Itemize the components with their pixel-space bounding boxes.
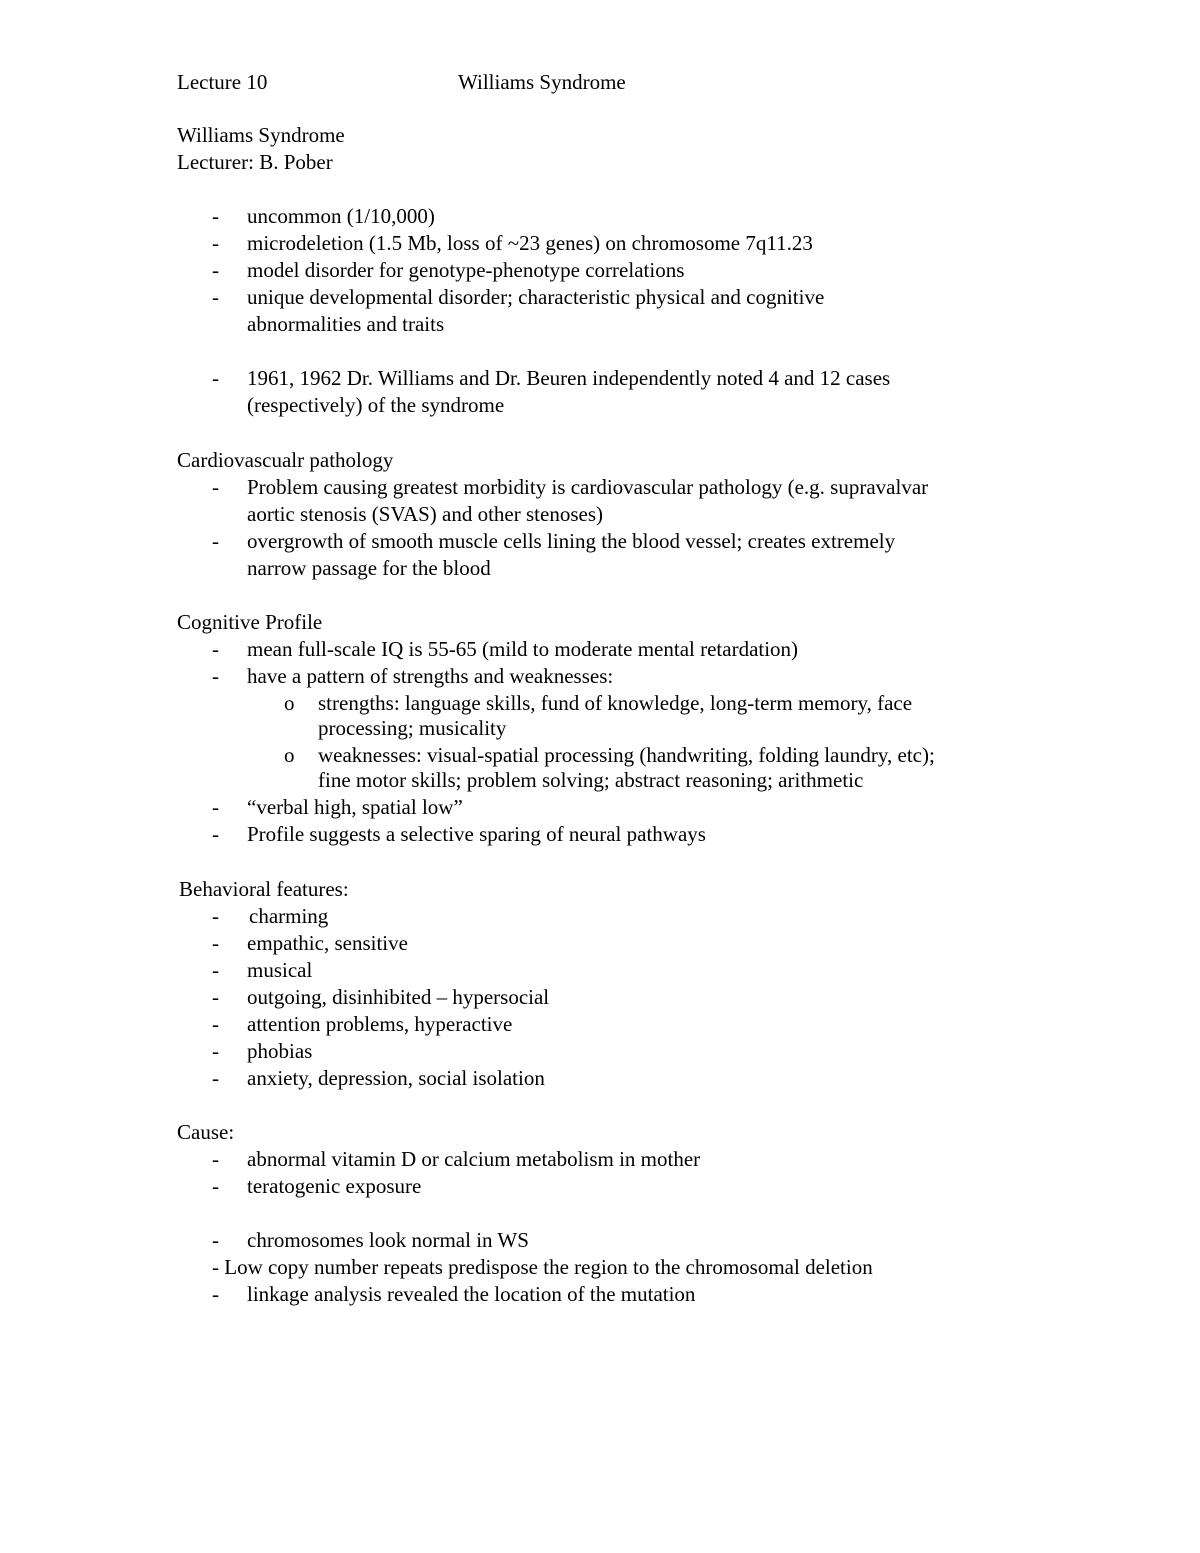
list-item-continuation: abnormalities and traits: [247, 312, 445, 336]
dash-bullet: -: [212, 931, 219, 955]
dash-bullet: -: [212, 366, 219, 390]
list-item-text: abnormal vitamin D or calcium metabolism in mother: [247, 1147, 701, 1171]
dash-bullet: -: [212, 1066, 219, 1090]
dash-bullet: -: [212, 204, 219, 228]
list-item-text: Profile suggests a selective sparing of neural pathways: [247, 822, 706, 846]
list-item-continuation: processing; musicality: [318, 716, 507, 740]
list-item-text: strengths: language skills, fund of knowledge, long-term memory, face: [318, 691, 913, 715]
intro-title: Williams Syndrome: [177, 123, 345, 147]
dash-bullet: -: [212, 904, 219, 928]
list-item-text: weaknesses: visual-spatial processing (handwriting, folding laundry, etc);: [318, 743, 935, 767]
dash-bullet: -: [212, 231, 219, 255]
list-item-text: Problem causing greatest morbidity is cardiovascular pathology (e.g. supravalvar: [247, 475, 929, 499]
list-item-text: “verbal high, spatial low”: [247, 795, 463, 819]
dash-bullet: -: [212, 795, 219, 819]
intro-lecturer: Lecturer: B. Pober: [177, 150, 333, 174]
list-item-text: model disorder for genotype-phenotype correlations: [247, 258, 685, 282]
dash-bullet: -: [212, 958, 219, 982]
dash-bullet: -: [212, 1282, 219, 1306]
dash-bullet: -: [212, 1039, 219, 1063]
dash-bullet: -: [212, 1174, 219, 1198]
dash-bullet: -: [212, 475, 219, 499]
list-item-text: empathic, sensitive: [247, 931, 408, 955]
list-item-continuation: fine motor skills; problem solving; abstract reasoning; arithmetic: [318, 768, 864, 792]
list-item-text: teratogenic exposure: [247, 1174, 422, 1198]
list-item-continuation: (respectively) of the syndrome: [247, 393, 505, 417]
circle-bullet: o: [284, 743, 295, 767]
list-item-text: outgoing, disinhibited – hypersocial: [247, 985, 550, 1009]
list-item-text: have a pattern of strengths and weaknesses:: [247, 664, 614, 688]
list-item-inline-dash: - Low copy number repeats predispose the region to the chromosomal deletion: [212, 1255, 873, 1279]
section-heading-behavioral: Behavioral features:: [179, 877, 349, 901]
list-item-text: microdeletion (1.5 Mb, loss of ~23 genes) on chromosome 7q11.23: [247, 231, 813, 255]
list-item-text: uncommon (1/10,000): [247, 204, 435, 228]
dash-bullet: -: [212, 664, 219, 688]
dash-bullet: -: [212, 637, 219, 661]
list-item-text: anxiety, depression, social isolation: [247, 1066, 545, 1090]
section-heading-cognitive: Cognitive Profile: [177, 610, 323, 634]
list-item-text: musical: [247, 958, 313, 982]
dash-bullet: -: [212, 258, 219, 282]
list-item-text: charming: [249, 904, 329, 928]
list-item-continuation: aortic stenosis (SVAS) and other stenoses): [247, 502, 603, 526]
list-item-continuation: narrow passage for the blood: [247, 556, 491, 580]
section-heading-cardio: Cardiovascualr pathology: [177, 448, 394, 472]
circle-bullet: o: [284, 691, 295, 715]
dash-bullet: -: [212, 529, 219, 553]
dash-bullet: -: [212, 985, 219, 1009]
section-heading-cause: Cause:: [177, 1120, 235, 1144]
dash-bullet: -: [212, 822, 219, 846]
list-item-text: mean full-scale IQ is 55-65 (mild to moderate mental retardation): [247, 637, 799, 661]
dash-bullet: -: [212, 1147, 219, 1171]
list-item-text: 1961, 1962 Dr. Williams and Dr. Beuren independently noted 4 and 12 cases: [247, 366, 891, 390]
header-lecture: Lecture 10: [177, 70, 268, 94]
list-item-text: attention problems, hyperactive: [247, 1012, 513, 1036]
dash-bullet: -: [212, 1228, 219, 1252]
list-item-text: overgrowth of smooth muscle cells lining the blood vessel; creates extremely: [247, 529, 896, 553]
list-item-text: linkage analysis revealed the location of the mutation: [247, 1282, 696, 1306]
dash-bullet: -: [212, 1012, 219, 1036]
header-title: Williams Syndrome: [458, 70, 626, 94]
list-item-text: phobias: [247, 1039, 313, 1063]
dash-bullet: -: [212, 285, 219, 309]
list-item-text: unique developmental disorder; characteristic physical and cognitive: [247, 285, 825, 309]
list-item-text: chromosomes look normal in WS: [247, 1228, 529, 1252]
